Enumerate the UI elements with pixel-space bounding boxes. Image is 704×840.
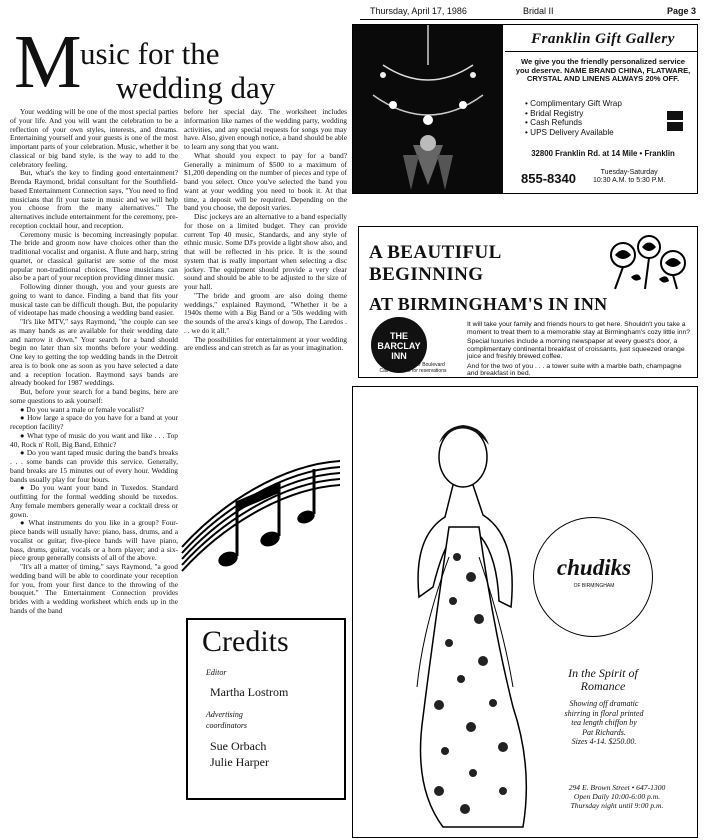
credit-card-icon <box>667 111 683 120</box>
chudiks-hours: Thursday night until 9:00 p.m. <box>570 801 664 811</box>
bullet-item: ● What instruments do you like in a group? Four-piece bands will usually have: piano, bass, drums, and a vocalist or guitar; five-piece bands will have piano, bass, drums, guitar, vocals or a horn player; and a six-piece group generally consists of all of the above. <box>10 518 178 563</box>
editor-name: Martha Lostrom <box>210 685 289 699</box>
seal-line: INN <box>391 351 407 361</box>
bullet-item: ● How large a space do you have for a band at your reception facility? <box>10 413 178 431</box>
advertising-label: Advertising <box>206 710 243 719</box>
barclay-reservations: Call 646-7300 for reservations <box>379 367 447 374</box>
bullet-item: ● Do you want a male or female vocalist? <box>20 404 144 414</box>
header-date: Thursday, April 17, 1986 <box>370 6 467 16</box>
franklin-intro: We give you the friendly personalized service you deserve. NAME BRAND CHINA, FLATWARE, CRYSTAL AND LINENS ALWAYS 20% OFF. <box>515 57 691 84</box>
franklin-gift-gallery-ad <box>352 24 698 194</box>
editor-label: Editor <box>206 668 227 677</box>
franklin-phone: 855-8340 <box>521 171 576 186</box>
page-header <box>360 6 700 20</box>
tagline-line: In the Spirit of <box>568 666 638 680</box>
barclay-headline-3: AT BIRMINGHAM'S IN INN <box>369 294 608 314</box>
coordinators-label: coordinators <box>206 721 248 730</box>
description-line: Pat Richards. <box>582 727 626 737</box>
paragraph: "It's all a matter of timing," says Raymond, "a good wedding band will be able to coordinate your reception for you, from your first dance to the throwing of the bouquet." The Entertainment Connection provides brides with a wedding worksheet which ends up in the hands of the band <box>10 562 178 615</box>
description-line: tea length chiffon by <box>571 718 637 727</box>
chandelier-photo <box>353 25 503 194</box>
title-line-1: usic for the <box>80 36 220 71</box>
barclay-location <box>363 363 463 374</box>
service-item: • Cash Refunds <box>525 118 622 128</box>
barclay-inn-ad <box>358 226 698 378</box>
service-item: • Bridal Registry <box>525 109 622 119</box>
franklin-address: 32800 Franklin Rd. at 14 Mile • Franklin <box>531 149 675 158</box>
paragraph: "The bride and groom are also doing theme weddings," explained Raymond, "Whether it be a 1940s theme with a Big Band or a '50s wedding with the sounds of the area's kings of dowop, The Laredos . . . we do it all." <box>184 290 347 335</box>
chudiks-store-info <box>547 783 687 811</box>
title-line-2: wedding day <box>116 70 276 105</box>
tagline-line: Romance <box>580 679 626 693</box>
chudiks-hours: Open Daily 10:00-6:00 p.m. <box>573 792 661 802</box>
chudiks-logo-subtitle: OF BIRMINGHAM <box>573 583 615 589</box>
bullet-item: ● Do you want taped music during the band's breaks . . . some bands can provide this service. Generally, band breaks are 15 minutes out of every hour. Wedding bands usually play for four hours. <box>10 448 178 484</box>
barclay-paragraph: It will take your family and friends hours to get here. Shouldn't you take a moment to treat them to a memorable stay at Birmingham's cozy little inn? <box>467 321 691 336</box>
description-line: Showing off dramatic <box>569 699 639 708</box>
chudiks-tagline <box>543 667 663 693</box>
paragraph: Following dinner though, you and your guests are going to want to dance. Finding a band that fits your musical taste can be difficult though. But, the popularity of videotape has made choosing a wedding band easier. <box>10 282 178 318</box>
bullet-item: ● Do you want your band in Tuxedos. Standard outfitting for the formal wedding should be tuxedos. Any female members generally wear a cocktail dress or gown. <box>10 483 178 519</box>
divider <box>505 51 697 52</box>
chudiks-description <box>539 699 669 747</box>
franklin-hours <box>593 169 665 185</box>
seal-line: BARCLAY <box>377 341 421 351</box>
roses-illustration <box>605 233 691 291</box>
paragraph: But, what's the key to finding good entertainment? Brenda Raymond, bridal consultant for the Southfield-based Entertainment Connection says, "You need to find musicians that fit your taste in music and we will help you choose from the many alternatives." The alternatives include entertainment for the ceremony, pre-reception cocktail hour, and reception. <box>10 168 178 230</box>
article-column-1 <box>10 108 178 840</box>
description-line: Sizes 4-14. $250.00. <box>571 737 637 746</box>
paragraph: Ceremony music is becoming increasingly popular. The bride and groom now have choices other than the traditional vocalist and organist. A flute and harp, string quartet, or classical guitarist are some of the most popular non-traditional choices. These musicians can also be a part of your reception providing dinner music. <box>10 229 178 283</box>
paragraph: Your wedding will be one of the most special parties of your life. And you will want the celebration to be a reflection of your own styles, interests, and dreams. Entertaining yourself and your guests is one of the most important parts of your celebration. Music, whether it be classical or big band style, is the way to add to the celebratory feeling. <box>10 108 178 169</box>
music-notes-illustration <box>180 455 340 580</box>
paragraph: Disc jockeys are an alternative to a band especially for those on a limited budget. They can provide current Top 40 music, Standards, and any style of ethnic music. Some DJ's provide a light show also, and that will be reflected in his price. It is the sound system that is really important when selecting a disc jockey. The equipment should provide a very clear sound and should be able to be adjusted to the size of your hall. <box>184 212 347 291</box>
franklin-store-name: Franklin Gift Gallery <box>531 31 675 47</box>
barclay-paragraph: Special luxuries include a morning newspaper at every guest's door, a complimentary continental breakfast of croissants, just squeezed orange juice and freshly brewed coffee. <box>467 338 685 360</box>
barclay-body <box>467 321 693 378</box>
franklin-services-list <box>525 99 622 137</box>
credit-card-icons <box>667 111 685 133</box>
bullet-item: ● What type of music do you want and like . . . Top 40, Rock n' Roll, Big Band, Ethnic? <box>10 430 178 449</box>
credits-box <box>186 618 346 800</box>
paragraph: What should you expect to pay for a band? Generally a minimum of $500 to a maximum of $1,200 depending on the number of pieces and type of band you select. Once you've selected the band you want at your wedding you need to book it. At that time, a deposit will be required. Depending on the band you choose, the deposit varies. <box>184 150 347 213</box>
service-item: • UPS Delivery Available <box>525 128 622 138</box>
header-section: Bridal II <box>523 6 554 16</box>
title-drop-cap: M <box>14 20 82 104</box>
paragraph: "It's like MTV," says Raymond, "the couple can see as many bands as are available for their wedding date and narrow it down." Your search for a band should begin no later than six months before your wedding. One key to getting the top wedding bands in the Detroit area is to book one as soon as you have selected a date and a reception location. Raymond says bands are already booked for 1987 weddings. <box>10 317 178 388</box>
article-column-2 <box>184 108 347 440</box>
paragraph: The possibilities for entertainment at your wedding are endless and can stretch as far as your imagination. <box>184 334 347 353</box>
article-title <box>8 20 338 105</box>
description-line: shirring in floral printed <box>564 708 644 718</box>
chudiks-logo: chudiks <box>556 555 632 580</box>
barclay-headline-2: BEGINNING <box>369 264 484 285</box>
paragraph: before her special day. The worksheet includes information like names of the wedding party, wedding activities, and any special requests for songs you may have. Also, given enough notice, a band should be able to learn any song that you want. <box>184 108 347 151</box>
chudiks-ad <box>352 386 698 838</box>
credits-title: Credits <box>202 625 289 658</box>
seal-line: THE <box>390 331 408 341</box>
fashion-illustration <box>353 387 698 838</box>
franklin-hours-days: Tuesday-Saturday <box>600 169 658 176</box>
chudiks-address: 294 E. Brown Street • 647-1300 <box>568 783 666 792</box>
barclay-address: Maple and Hunter Boulevard <box>381 362 445 368</box>
coordinator-name: Julie Harper <box>210 755 269 769</box>
franklin-hours-time: 10:30 A.M. to 5:30 P.M. <box>593 177 666 184</box>
paragraph: But, before your search for a band begins, here are some questions to ask yourself: <box>10 387 178 405</box>
barclay-paragraph: And for the two of you . . . a tower suite with a marble bath, champagne and breakfast in bed. <box>467 362 682 377</box>
coordinator-name: Sue Orbach <box>210 739 267 753</box>
service-item: • Complimentary Gift Wrap <box>525 99 622 109</box>
header-page-number: Page 3 <box>666 6 696 16</box>
credit-card-icon <box>667 122 683 131</box>
barclay-headline-1: A BEAUTIFUL <box>369 242 502 263</box>
